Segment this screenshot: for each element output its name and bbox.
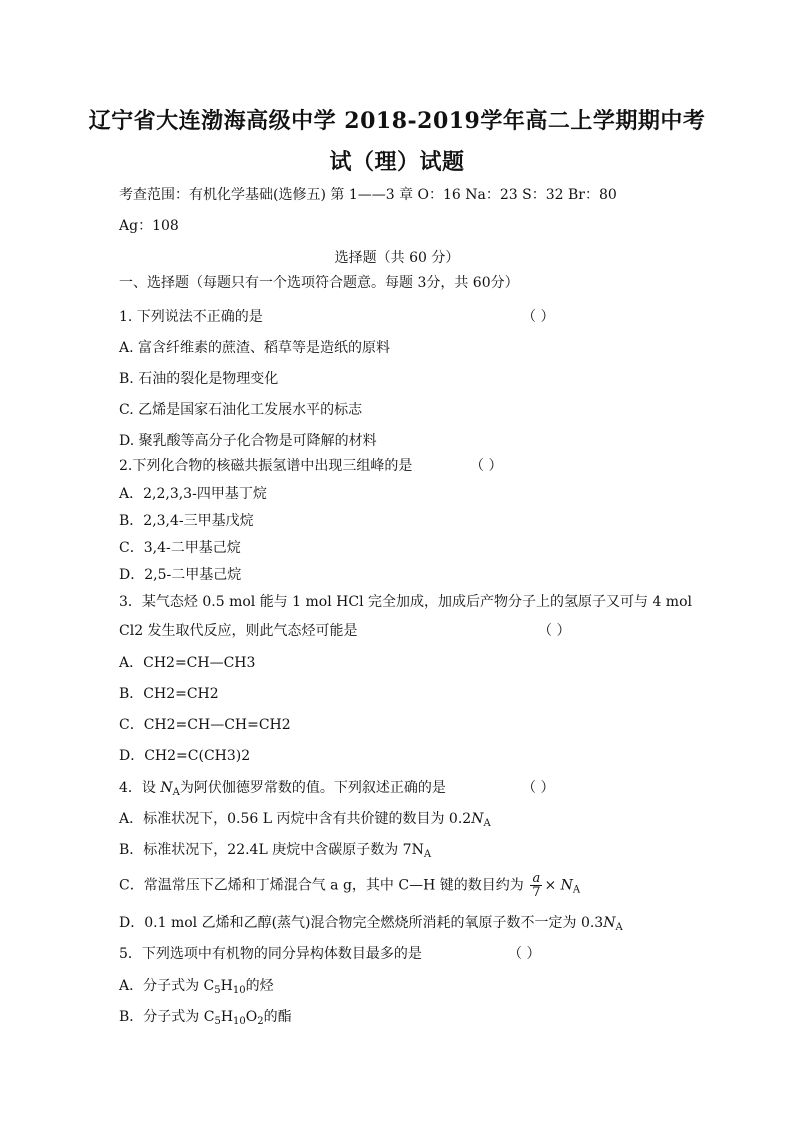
q1-answer-blank: （ ）	[522, 309, 555, 325]
q4-option-a-na: N	[471, 811, 484, 827]
q4-option-d-text: D．0.1 mol 乙烯和乙醇(蒸气)混合物完全燃烧所消耗的氧原子数不一定为 0.3	[119, 915, 604, 931]
section-heading: 选择题（共 60 分）	[334, 250, 460, 266]
q3-option-b: B．CH2=CH2	[119, 686, 219, 702]
q2-option-a: A．2,2,3,3-四甲基丁烷	[119, 486, 267, 502]
q5-option-a	[119, 976, 274, 996]
q2-answer-blank: （ ）	[470, 458, 503, 474]
q4-option-a	[119, 809, 491, 829]
q4-option-c-fraction	[530, 872, 542, 899]
q5-option-a-sub-h: 10	[232, 985, 246, 996]
q4-option-b	[119, 840, 431, 860]
atomic-mass-line: Ag：108	[119, 218, 179, 234]
q4-stem-na: N	[160, 780, 173, 796]
q5-option-b	[119, 1007, 292, 1027]
q2-option-c: C．3,4-二甲基己烷	[119, 540, 241, 556]
q5-option-b-sub-o: 2	[257, 1016, 264, 1027]
q4-stem-suffix: 为阿伏伽德罗常数的值。下列叙述正确的是	[179, 780, 446, 796]
q2-option-b: B．2,3,4-三甲基戊烷	[119, 513, 254, 529]
q5-option-b-o: O	[245, 1009, 258, 1025]
q2-stem: 2.下列化合物的核磁共振氢谱中出现三组峰的是	[119, 458, 413, 474]
q3-stem-line2: Cl2 发生取代反应，则此气态烃可能是	[119, 623, 358, 639]
q5-option-a-suffix: 的烃	[245, 978, 274, 994]
q1-option-d: D. 聚乳酸等高分子化合物是可降解的材料	[119, 433, 377, 449]
q4-stem-na-sub: A	[172, 787, 180, 798]
q4-option-d	[119, 913, 623, 933]
q5-option-b-sub-h: 10	[233, 1016, 246, 1027]
q3-option-d: D．CH2=C(CH3)2	[119, 748, 251, 764]
q4-stem-prefix: 4．设	[119, 780, 161, 796]
exam-title-line2: 试（理）试题	[329, 149, 465, 175]
q5-answer-blank: （ ）	[508, 946, 541, 962]
q4-option-b-na-sub: A	[423, 849, 432, 860]
q4-option-c	[119, 872, 580, 899]
q3-stem-line1: 3．某气态烃 0.5 mol 能与 1 mol HCl 完全加成，加成后产物分子上的氢原子又可与 4 mol	[119, 594, 692, 610]
q4-option-d-na-sub: A	[615, 922, 623, 933]
q4-option-a-na-sub: A	[483, 818, 491, 829]
q4-option-c-na: N	[560, 877, 573, 894]
q1-option-c: C. 乙烯是国家石油化工发展水平的标志	[119, 402, 363, 418]
q4-option-b-text: B．标准状况下，22.4L 庚烷中含碳原子数为 7N	[119, 842, 424, 858]
q5-option-b-prefix: B．分子式为 C	[119, 1009, 215, 1025]
q1-stem: 1. 下列说法不正确的是	[119, 309, 263, 325]
q5-option-a-sub-c: 5	[214, 985, 221, 996]
q1-option-b: B. 石油的裂化是物理变化	[119, 371, 279, 387]
q5-option-b-sub-c: 5	[214, 1016, 221, 1027]
q3-option-c: C．CH2=CH—CH=CH2	[119, 717, 291, 733]
q5-option-b-h: H	[220, 1009, 234, 1025]
q4-option-c-text: C．常温常压下乙烯和丁烯混合气 a g，其中 C—H 键的数目约为	[119, 877, 524, 894]
q4-option-c-fraction-denominator: 7	[532, 885, 541, 900]
exam-scope-line: 考查范围：有机化学基础(选修五) 第 1——3 章 O：16 Na：23 S：32 Br：80	[119, 187, 617, 203]
section-instruction: 一、选择题（每题只有一个选项符合题意。每题 3分，共 60分）	[119, 275, 519, 291]
q1-option-a: A. 富含纤维素的蔗渣、稻草等是造纸的原料	[119, 340, 391, 356]
q4-option-c-times: ×	[544, 877, 557, 894]
q4-option-a-text: A．标准状况下，0.56 L 丙烷中含有共价键的数目为 0.2	[119, 811, 472, 827]
q3-answer-blank: （ ）	[538, 623, 571, 639]
q3-option-a: A．CH2=CH—CH3	[119, 655, 256, 671]
q5-option-a-prefix: A．分子式为 C	[119, 978, 215, 994]
q4-answer-blank: （ ）	[522, 780, 555, 796]
q4-stem	[119, 778, 446, 798]
q2-option-d: D．2,5-二甲基己烷	[119, 567, 242, 583]
q5-stem: 5．下列选项中有机物的同分异构体数目最多的是	[119, 946, 422, 962]
q4-option-c-fraction-numerator: a	[530, 872, 542, 886]
q4-option-c-na-sub: A	[572, 884, 581, 896]
q4-option-d-na: N	[603, 915, 616, 931]
q5-option-b-suffix: 的酯	[263, 1009, 292, 1025]
exam-title-line1: 辽宁省大连渤海高级中学 2018-2019学年高二上学期期中考	[88, 108, 706, 134]
q5-option-a-h: H	[220, 978, 233, 994]
